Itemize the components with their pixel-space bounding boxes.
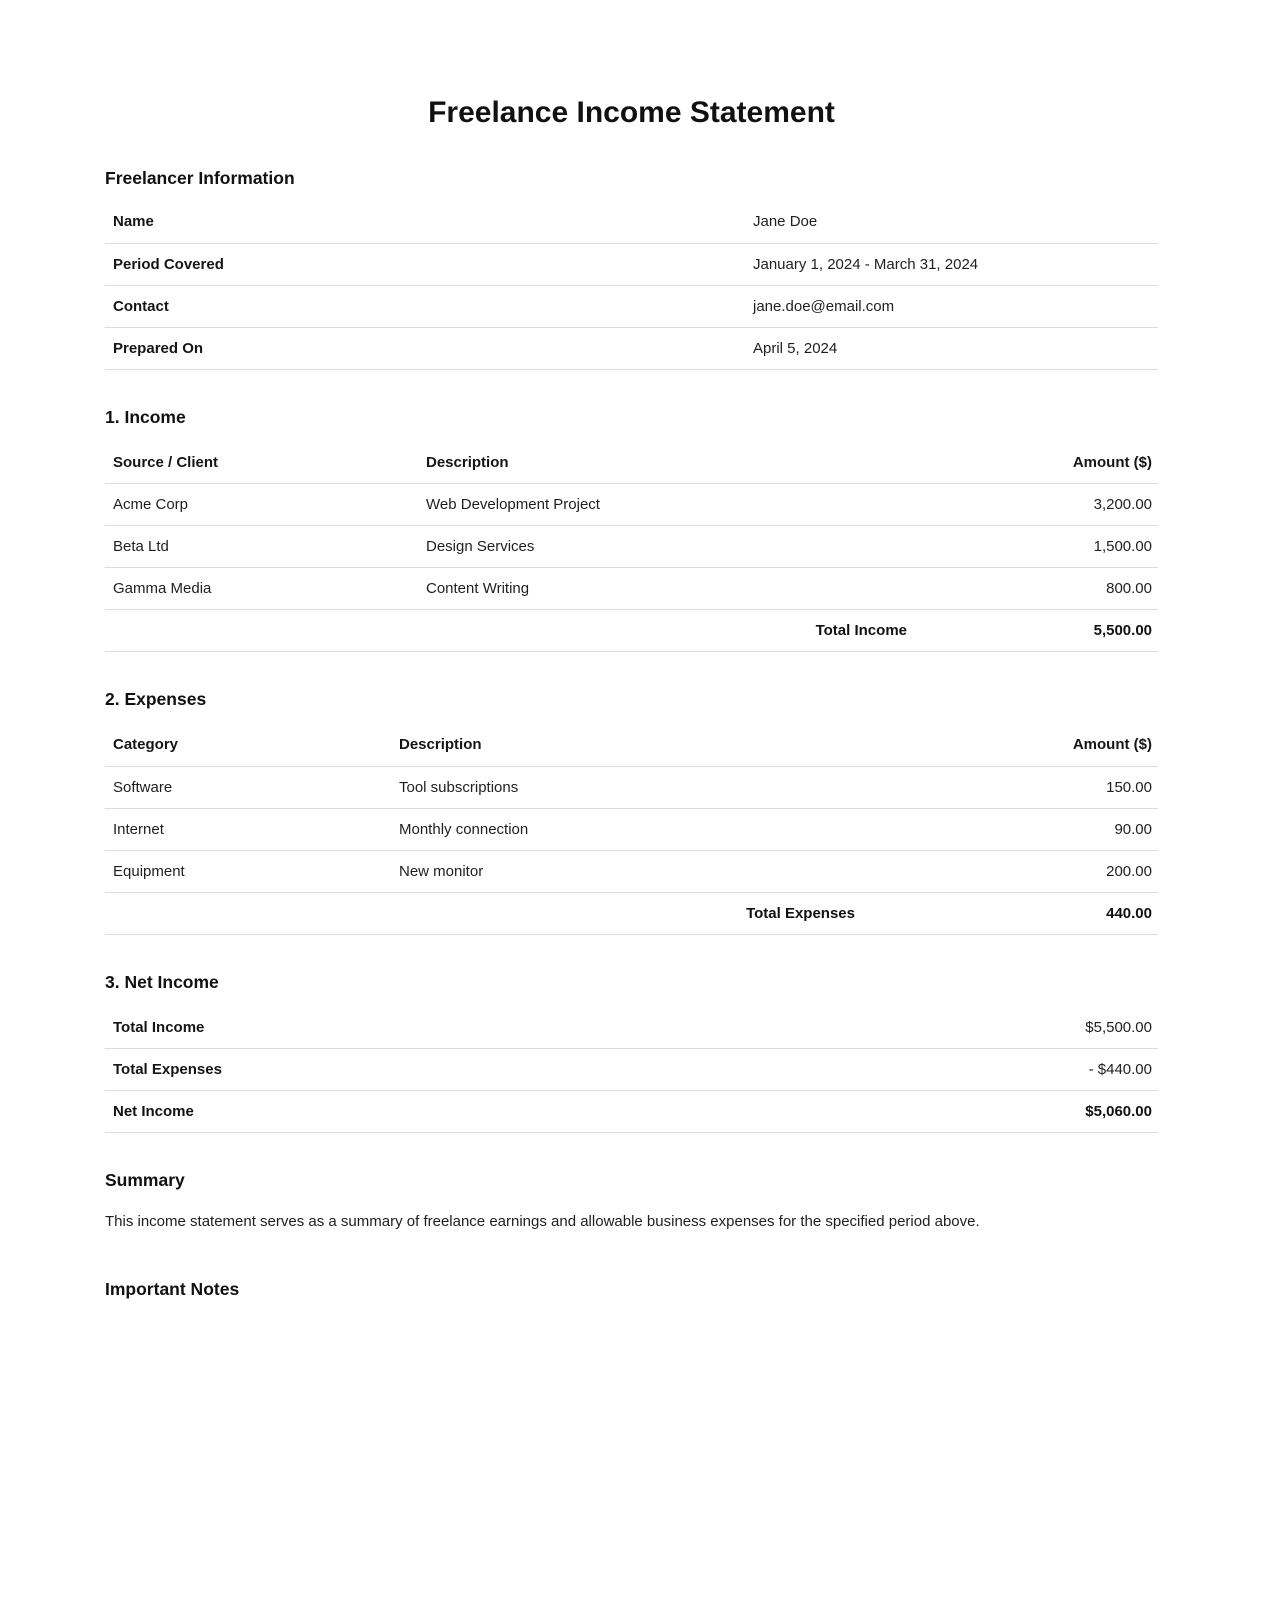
expenses-description-cell: Tool subscriptions [391,766,861,808]
income-amount-cell: 3,200.00 [913,484,1158,526]
info-label-name: Name [105,201,745,243]
expenses-row-2 [105,808,1158,850]
document-content [105,95,1158,1300]
income-total-row [105,610,1158,652]
info-row-contact [105,285,1158,327]
expenses-amount-cell: 90.00 [861,808,1158,850]
net-income-section [105,971,1158,1134]
expenses-category-cell: Internet [105,808,391,850]
info-value-prepared: April 5, 2024 [745,327,1158,369]
expenses-description-cell: Monthly connection [391,808,861,850]
income-section [105,406,1158,653]
expenses-row-3 [105,850,1158,892]
income-description-cell: Content Writing [418,568,913,610]
income-source-cell: Beta Ltd [105,526,418,568]
info-label-contact: Contact [105,285,745,327]
document-title: Freelance Income Statement [428,96,835,129]
expenses-category-cell: Software [105,766,391,808]
income-total-amount: 5,500.00 [913,610,1158,652]
expenses-table [105,724,1158,935]
net-total-income-value: $5,500.00 [745,1007,1158,1049]
income-heading: 1. Income [105,406,186,427]
income-total-label: Total Income [418,610,913,652]
expenses-row-1 [105,766,1158,808]
expenses-col-description: Description [391,724,861,766]
info-value-name: Jane Doe [745,201,1158,243]
income-total-empty-cell [105,610,418,652]
expenses-total-row [105,892,1158,934]
net-total-expenses-value: - $440.00 [745,1049,1158,1091]
expenses-description-cell: New monitor [391,850,861,892]
income-col-amount: Amount ($) [913,442,1158,484]
net-income-label: Net Income [105,1091,745,1133]
income-row-1 [105,484,1158,526]
summary-section [105,1169,1158,1232]
net-income-value: $5,060.00 [745,1091,1158,1133]
income-row-3 [105,568,1158,610]
info-value-period: January 1, 2024 - March 31, 2024 [745,243,1158,285]
income-header-row [105,442,1158,484]
freelancer-info-table [105,201,1158,370]
summary-heading: Summary [105,1170,185,1190]
net-income-heading: 3. Net Income [105,971,219,992]
net-row-net-income [105,1091,1158,1133]
income-source-cell: Gamma Media [105,568,418,610]
expenses-col-amount: Amount ($) [861,724,1158,766]
summary-text: This income statement serves as a summary of freelance earnings and allowable business expenses for the specified period above. [105,1213,980,1230]
document-page [0,95,1263,1621]
expenses-total-label: Total Expenses [391,892,861,934]
income-col-description: Description [418,442,913,484]
income-amount-cell: 1,500.00 [913,526,1158,568]
net-row-total-income [105,1007,1158,1049]
expenses-section [105,688,1158,935]
expenses-header-row [105,724,1158,766]
expenses-heading: 2. Expenses [105,689,207,709]
income-description-cell: Web Development Project [418,484,913,526]
income-row-2 [105,526,1158,568]
net-income-table [105,1007,1158,1134]
net-total-income-label: Total Income [105,1007,745,1049]
income-table [105,442,1158,653]
freelancer-info-heading: Freelancer Information [105,168,295,188]
important-notes-section [105,1278,1158,1300]
freelancer-info-section [105,167,1158,370]
income-amount-cell: 800.00 [913,568,1158,610]
info-row-prepared [105,327,1158,369]
net-row-total-expenses [105,1049,1158,1091]
income-col-source: Source / Client [105,442,418,484]
income-description-cell: Design Services [418,526,913,568]
net-total-expenses-label: Total Expenses [105,1049,745,1091]
expenses-category-cell: Equipment [105,850,391,892]
expenses-amount-cell: 150.00 [861,766,1158,808]
info-row-period [105,243,1158,285]
income-source-cell: Acme Corp [105,484,418,526]
expenses-col-category: Category [105,724,391,766]
important-notes-heading: Important Notes [105,1279,240,1299]
info-value-contact: jane.doe@email.com [745,285,1158,327]
info-label-prepared: Prepared On [105,327,745,369]
expenses-total-amount: 440.00 [861,892,1158,934]
info-row-name [105,201,1158,243]
expenses-amount-cell: 200.00 [861,850,1158,892]
expenses-total-empty-cell [105,892,391,934]
info-label-period: Period Covered [105,243,745,285]
